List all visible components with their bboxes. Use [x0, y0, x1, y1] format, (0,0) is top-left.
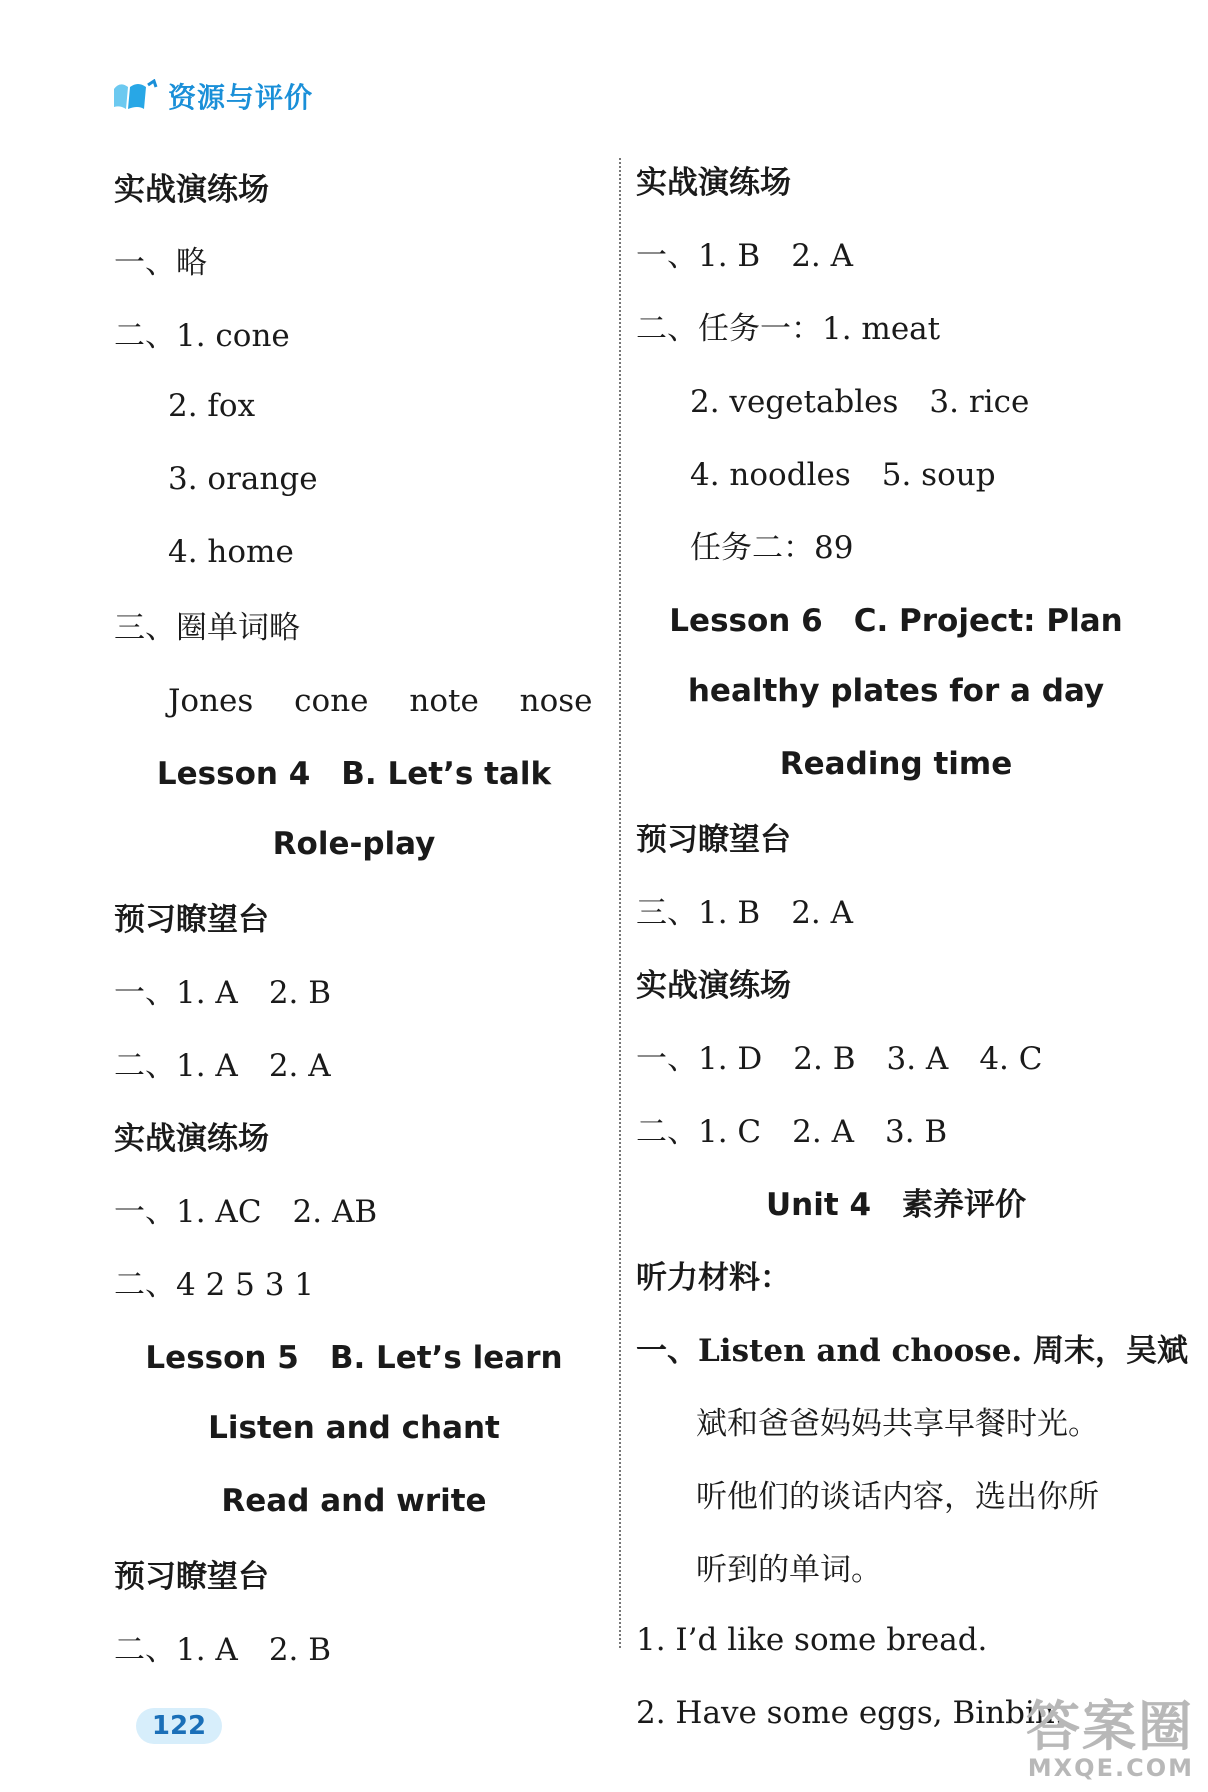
answer-line: 二、1. A 2. A: [114, 1048, 331, 1084]
section-heading: 听力材料：: [636, 1260, 791, 1296]
answer-line: 一、1. AC 2. AB: [114, 1194, 378, 1230]
section-heading: 实战演练场: [114, 1121, 269, 1157]
watermark: [1026, 1695, 1194, 1782]
answer-line: 一、略: [114, 245, 207, 281]
answer-line: 二、任务一：1. meat: [636, 311, 941, 347]
answer-line: 二、1. A 2. B: [114, 1632, 332, 1668]
watermark-text: 答案圈: [1026, 1695, 1194, 1758]
answer-line: 一、1. D 2. B 3. A 4. C: [636, 1041, 1043, 1077]
answer-line: 4. home: [168, 533, 294, 570]
section-heading: 预习瞭望台: [114, 1559, 269, 1595]
answer-line: 2. fox: [168, 387, 256, 424]
lesson-subtitle: Listen and chant: [208, 1409, 500, 1446]
page-number: 122: [136, 1708, 222, 1744]
section-heading: 预习瞭望台: [636, 822, 791, 858]
answer-line: 一、1. B 2. A: [636, 238, 854, 274]
section-heading: 预习瞭望台: [114, 902, 269, 938]
answer-line: 2. vegetables 3. rice: [690, 384, 1030, 420]
unit-title: Unit 4 素养评价: [765, 1187, 1027, 1223]
right-column: [636, 143, 1189, 1749]
answer-line: 3. orange: [168, 460, 318, 497]
lesson-title: Lesson 5 B. Let’s learn: [145, 1340, 563, 1376]
answer-line: 三、1. B 2. A: [636, 895, 854, 931]
answer-line: 二、4 2 5 3 1: [114, 1267, 315, 1303]
left-column: [114, 150, 594, 1683]
answer-line: 任务二：89: [690, 530, 854, 566]
answer-line: 二、1. C 2. A 3. B: [636, 1114, 948, 1150]
answer-line: 4. noodles 5. soup: [690, 457, 996, 493]
lesson-title: Lesson 6 C. Project: Plan: [669, 603, 1123, 639]
column-divider: [619, 158, 621, 1648]
lesson-title: Lesson 4 B. Let’s talk: [156, 756, 552, 792]
book-logo-icon: [110, 79, 158, 113]
section-heading: 实战演练场: [636, 968, 791, 1004]
lesson-subtitle: Read and write: [221, 1482, 487, 1519]
answer-line: 三、圈单词略: [114, 610, 300, 646]
listening-instruction: 听到的单词。: [696, 1552, 882, 1588]
listening-instruction: 斌和爸爸妈妈共享早餐时光。: [696, 1406, 1099, 1442]
page-header: [110, 76, 313, 116]
answer-line: 二、1. cone: [114, 318, 290, 354]
watermark-url: MXQE.COM: [1027, 1754, 1194, 1782]
answer-line: Jones cone note nose: [168, 683, 593, 719]
listening-instruction: 听他们的谈话内容，选出你所: [696, 1479, 1099, 1515]
answer-line: 一、1. A 2. B: [114, 975, 332, 1011]
transcript-line: 1. I’d like some bread.: [636, 1621, 988, 1658]
lesson-subtitle: Role-play: [272, 825, 436, 862]
lesson-subtitle: Reading time: [779, 745, 1013, 782]
listening-instruction: 一、Listen and choose. 周末，吴斌: [636, 1333, 1189, 1369]
header-title: 资源与评价: [168, 81, 314, 114]
section-heading: 实战演练场: [636, 165, 791, 201]
section-heading: 实战演练场: [114, 172, 269, 208]
transcript-line: 2. Have some eggs, Binbin.: [636, 1694, 1065, 1731]
lesson-subtitle: healthy plates for a day: [687, 672, 1105, 709]
